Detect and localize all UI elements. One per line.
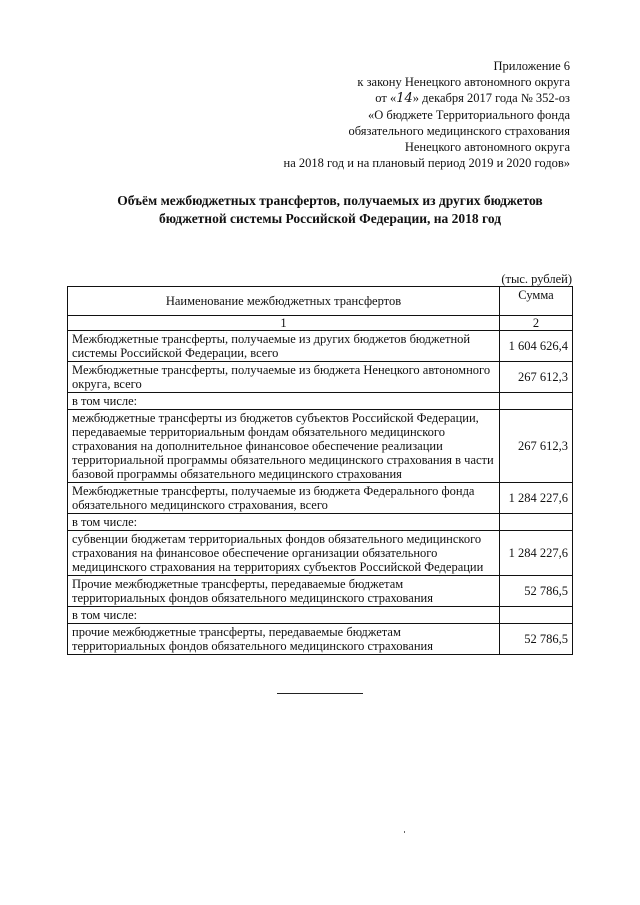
end-separator-line — [277, 693, 363, 694]
table-header-row — [68, 287, 573, 316]
scan-speck — [404, 831, 405, 833]
appendix-number: Приложение 6 — [493, 59, 570, 73]
law-date-line — [284, 90, 570, 107]
table-row — [68, 362, 573, 393]
table-row — [68, 514, 573, 531]
table-row — [68, 531, 573, 576]
column-index-1: 1 — [68, 316, 500, 331]
date-suffix: » декабря 2017 года № 352-оз — [412, 91, 570, 105]
transfer-sum-cell: 267 612,3 — [500, 362, 573, 393]
table-row — [68, 624, 573, 655]
transfer-name-cell: Межбюджетные трансферты, получаемые из других бюджетов бюджетной системы Российской Федерации, всего — [68, 331, 500, 362]
handwritten-date-day: 14 — [396, 91, 413, 106]
transfer-name-cell: в том числе: — [68, 607, 500, 624]
table-row — [68, 393, 573, 410]
transfer-sum-cell: 267 612,3 — [500, 410, 573, 483]
law-title-line-1: «О бюджете Территориального фонда — [367, 108, 570, 122]
transfer-name-cell: прочие межбюджетные трансферты, передаваемые бюджетам территориальных фондов обязательного медицинского страхования — [68, 624, 500, 655]
table-row — [68, 576, 573, 607]
transfer-sum-cell — [500, 607, 573, 624]
table-row — [68, 483, 573, 514]
law-title-line-4: на 2018 год и на плановый период 2019 и 2020 годов» — [283, 156, 570, 170]
law-title-line-3: Ненецкого автономного округа — [404, 140, 570, 154]
document-title-line-1: Объём межбюджетных трансфертов, получаемых из других бюджетов — [117, 193, 543, 208]
transfers-table — [67, 286, 573, 655]
table-row — [68, 331, 573, 362]
document-title — [60, 192, 600, 228]
appendix-header — [284, 58, 570, 171]
column-header-sum: Сумма — [500, 287, 573, 316]
transfer-name-cell: в том числе: — [68, 393, 500, 410]
transfer-name-cell: межбюджетные трансферты из бюджетов субъектов Российской Федерации, передаваемые территориальным фондам обязательного медицинского страхования на дополнительное финансовое обеспечение реализации территориальной программы обязательного медицинского страхования в части базовой программы обязательного медицинского страхования — [68, 410, 500, 483]
document-title-line-2: бюджетной системы Российской Федерации, на 2018 год — [158, 211, 502, 226]
transfer-sum-cell: 1 284 227,6 — [500, 531, 573, 576]
table-row — [68, 410, 573, 483]
column-header-name: Наименование межбюджетных трансфертов — [68, 287, 500, 316]
transfer-name-cell: Прочие межбюджетные трансферты, передаваемые бюджетам территориальных фондов обязательного медицинского страхования — [68, 576, 500, 607]
transfer-sum-cell — [500, 514, 573, 531]
transfer-name-cell: Межбюджетные трансферты, получаемые из бюджета Ненецкого автономного округа, всего — [68, 362, 500, 393]
transfer-name-cell: в том числе: — [68, 514, 500, 531]
transfer-sum-cell: 52 786,5 — [500, 576, 573, 607]
transfer-sum-cell: 1 604 626,4 — [500, 331, 573, 362]
table-row — [68, 607, 573, 624]
column-index-2: 2 — [500, 316, 573, 331]
date-prefix: от « — [375, 91, 397, 105]
transfer-name-cell: субвенции бюджетам территориальных фондов обязательного медицинского страхования на финансовое обеспечение организации обязательного медицинского страхования на территориях субъектов Российской Федерации — [68, 531, 500, 576]
transfer-sum-cell — [500, 393, 573, 410]
transfer-sum-cell: 1 284 227,6 — [500, 483, 573, 514]
law-reference: к закону Ненецкого автономного округа — [357, 75, 570, 89]
transfer-name-cell: Межбюджетные трансферты, получаемые из бюджета Федерального фонда обязательного медицинского страхования, всего — [68, 483, 500, 514]
law-title-line-2: обязательного медицинского страхования — [348, 124, 570, 138]
transfer-sum-cell: 52 786,5 — [500, 624, 573, 655]
units-label: (тыс. рублей) — [501, 272, 572, 286]
column-index-row — [68, 316, 573, 331]
